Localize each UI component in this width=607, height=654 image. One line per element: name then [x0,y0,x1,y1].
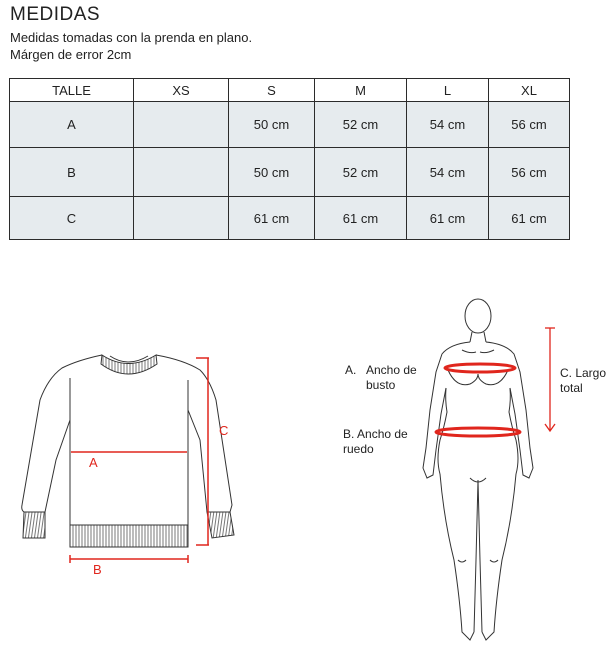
body-label-a-text-2: busto [366,378,396,392]
page-title: MEDIDAS [10,4,101,25]
table-cell: 61 cm [489,197,570,240]
table-cell: 61 cm [315,197,407,240]
body-label-a-text-1: Ancho de [366,363,417,377]
table-cell: 50 cm [229,148,315,197]
table-cell: 54 cm [407,148,489,197]
table-cell: 52 cm [315,148,407,197]
column-header-l: L [407,79,489,102]
table-cell: 61 cm [229,197,315,240]
table-cell: 52 cm [315,102,407,148]
row-label: C [10,197,134,240]
body-label-b-text-1: B. Ancho de [343,427,408,441]
column-header-s: S [229,79,315,102]
measure-hem-line [436,428,520,436]
sweater-label-c: C [219,423,229,438]
column-header-talle: TALLE [10,79,134,102]
column-header-xl: XL [489,79,570,102]
subtitle-error-margin: Márgen de error 2cm [10,47,132,62]
sweater-label-b: B [93,562,102,577]
sweater-label-a: A [89,455,98,470]
body-label-c-text-1: C. Largo [560,366,607,380]
table-cell: 61 cm [407,197,489,240]
column-header-m: M [315,79,407,102]
row-label: A [10,102,134,148]
body-label-a-letter: A. [345,363,357,377]
table-cell: 50 cm [229,102,315,148]
measure-bust-line [445,364,515,372]
row-label: B [10,148,134,197]
table-cell: 56 cm [489,102,570,148]
table-cell: 56 cm [489,148,570,197]
table-cell: 54 cm [407,102,489,148]
column-header-xs: XS [134,79,229,102]
body-label-c-text-2: total [560,381,583,395]
body-label-b-text-2: ruedo [343,442,374,456]
subtitle-measure-note: Medidas tomadas con la prenda en plano. [10,30,253,45]
